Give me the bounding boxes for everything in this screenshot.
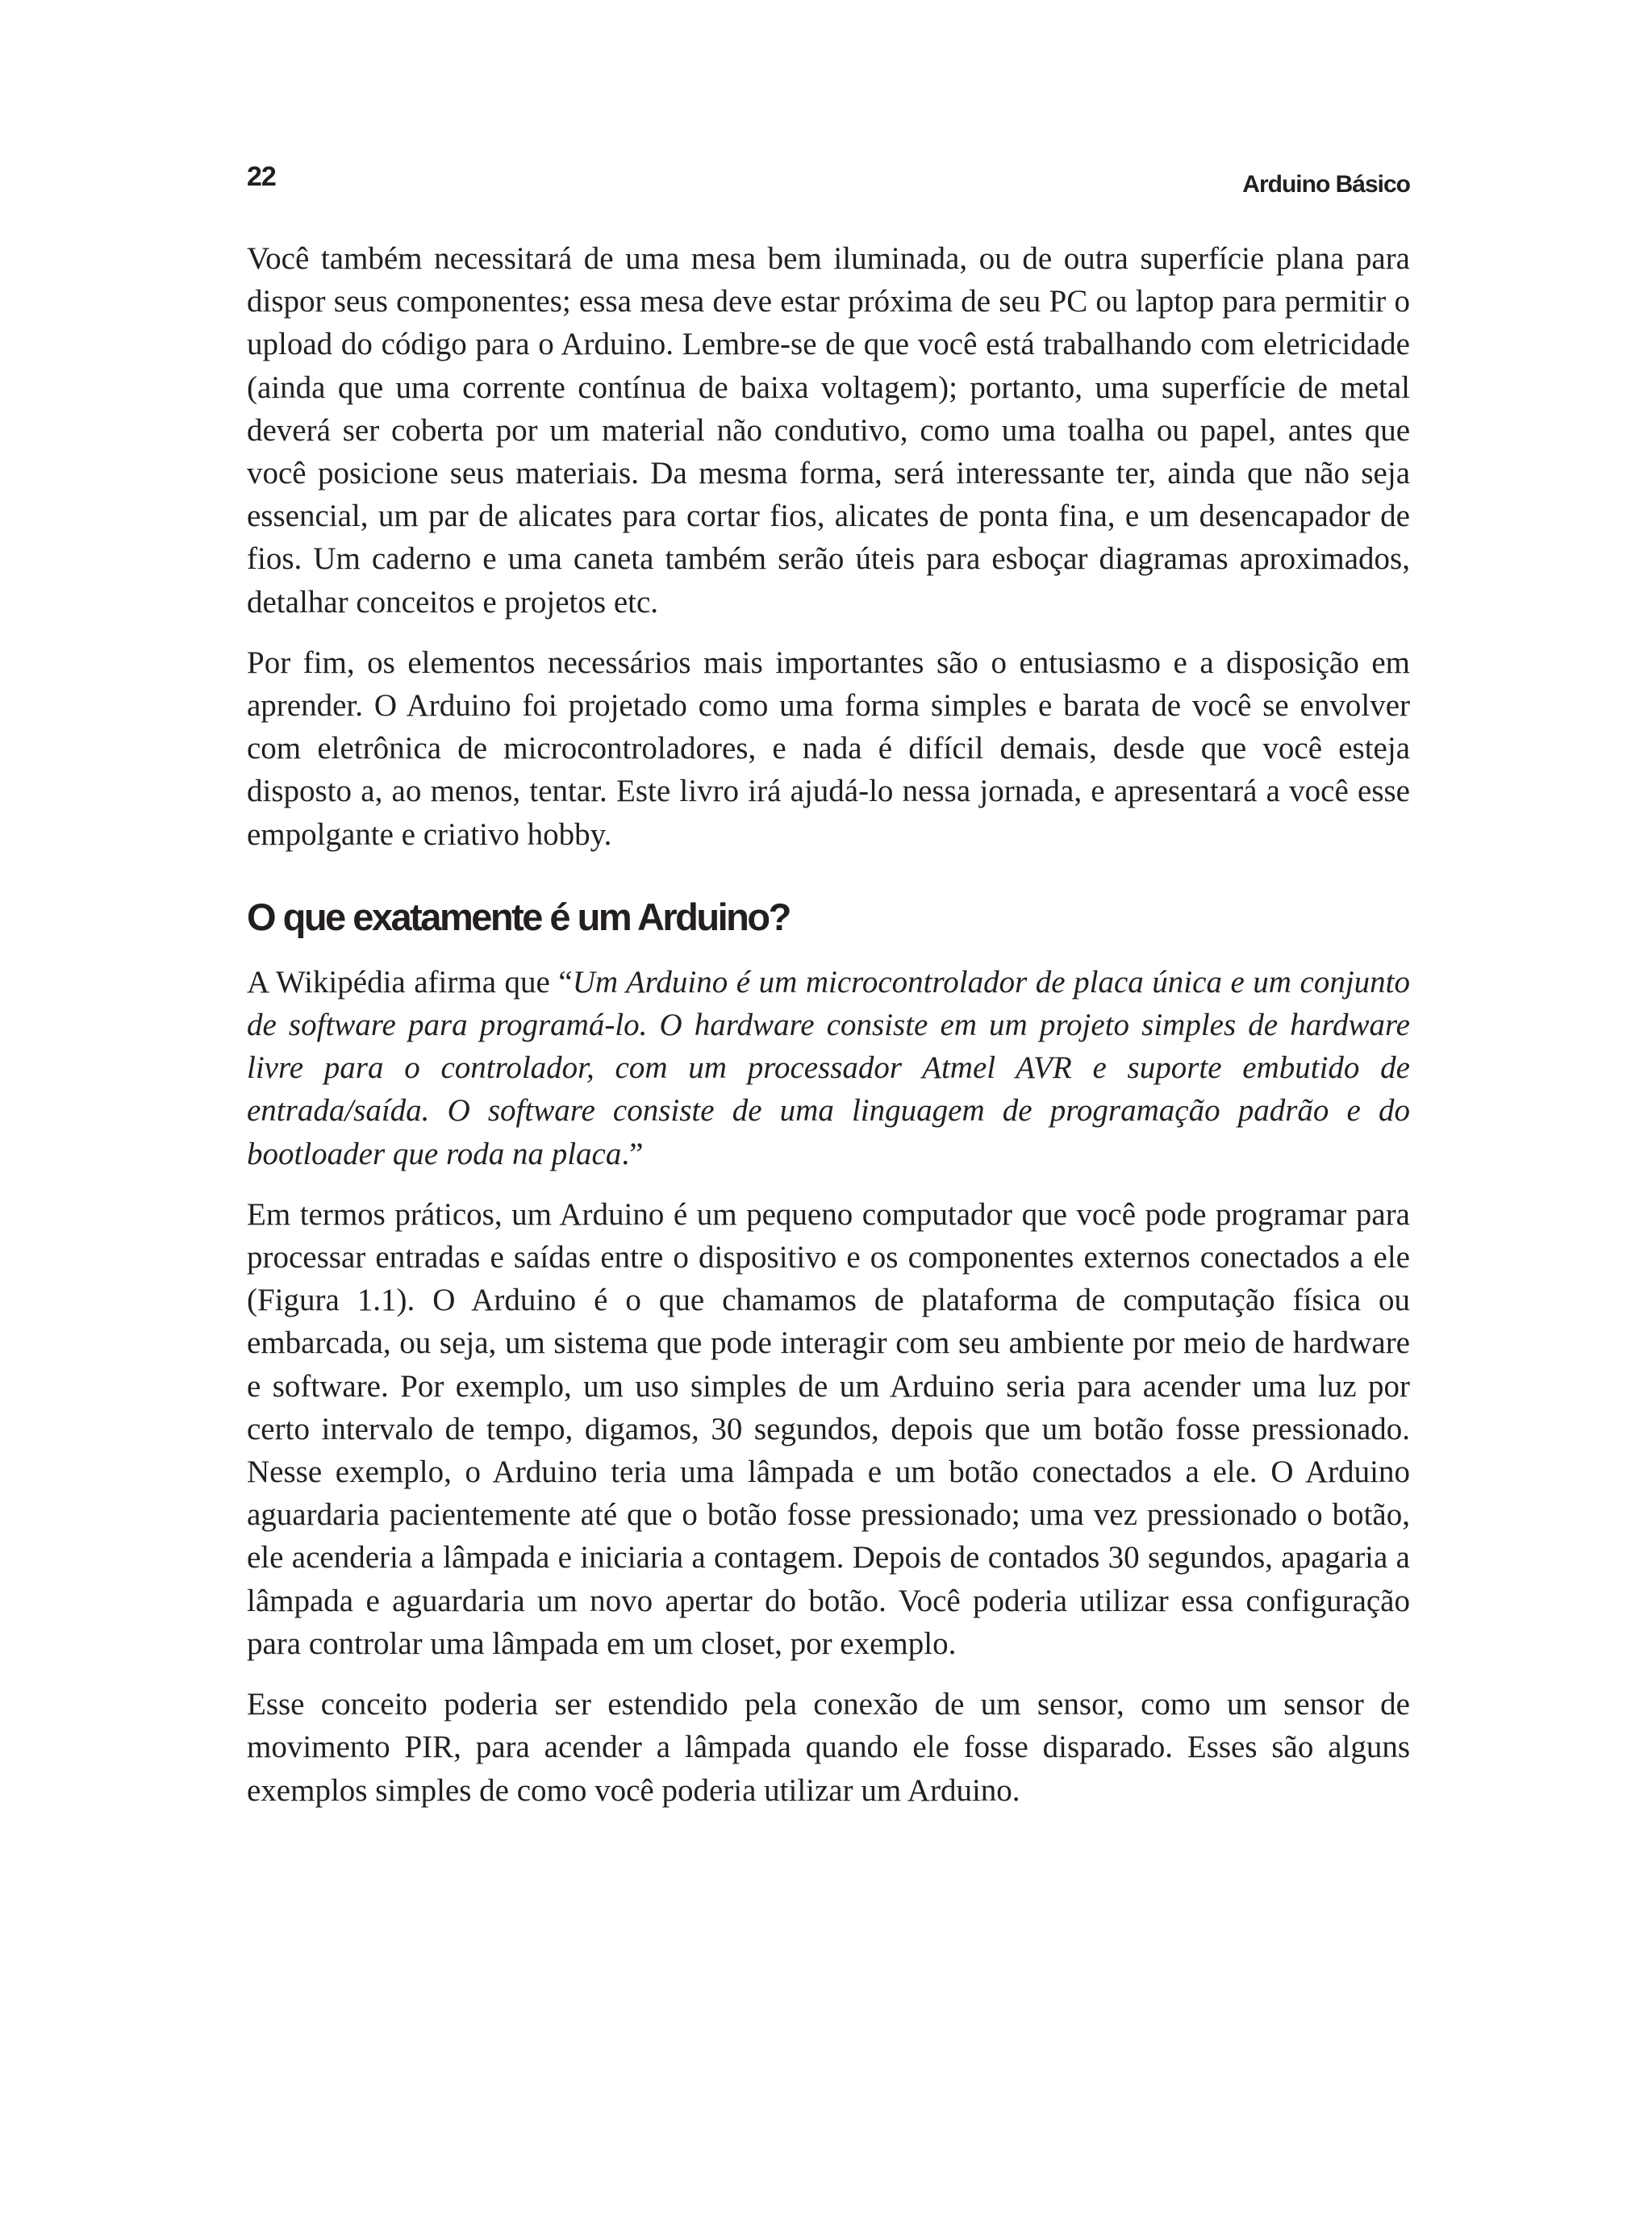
quote-close: .” — [621, 1136, 644, 1171]
page-number: 22 — [247, 161, 276, 192]
running-title: Arduino Básico — [1242, 171, 1410, 198]
paragraph-practical-terms: Em termos práticos, um Arduino é um pequeno computador que você pode programar para processar entradas e saídas entre o dispositivo e os componentes externos conectados a ele (Figura 1.1). O Arduino é o que chamamos de plataforma de computação física ou embarcada, ou seja, um sistema que pode interagir com seu ambiente por meio de hardware e software. Por exemplo, um uso simples de um Arduino seria para acender uma luz por certo intervalo de tempo, digamos, 30 segundos, depois que um botão fosse pressionado. Nesse exemplo, o Arduino teria uma lâmpada e um botão conectados a ele. O Arduino aguardaria pacientemente até que o botão fosse pressionado; uma vez pressionado o botão, ele acenderia a lâmpada e iniciaria a contagem. Depois de contados 30 segundos, apagaria a lâmpada e aguardaria um novo apertar do botão. Você poderia utilizar essa configuração para controlar uma lâmpada em um closet, por exemplo. — [247, 1196, 1410, 1661]
paragraph-workspace: Você também necessitará de uma mesa bem iluminada, ou de outra superfície plana para dispor seus componentes; essa mesa deve estar próxima de seu PC ou laptop para permitir o upload do código para o Arduino. Lembre-se de que você está trabalhando com eletricidade (ainda que uma corrente contínua de baixa voltagem); portanto, uma superfície de metal deverá ser coberta por um material não condutivo, como uma toalha ou papel, antes que você posicione seus materiais. Da mesma forma, será interessante ter, ainda que não seja essencial, um par de alicates para cortar fios, alicates de ponta fina, e um desencapador de fios. Um caderno e uma caneta também serão úteis para esboçar diagramas aproximados, detalhar conceitos e projetos etc. — [247, 241, 1410, 620]
running-head — [247, 161, 1410, 202]
paragraph-enthusiasm: Por fim, os elementos necessários mais importantes são o entusiasmo e a disposição em aprender. O Arduino foi projetado como uma forma simples e barata de você se envolver com eletrônica de microcontroladores, e nada é difícil demais, desde que você esteja disposto a, ao menos, tentar. Este livro irá ajudá-lo nessa jornada, e apresentará a você esse empolgante e criativo hobby. — [247, 645, 1410, 852]
paragraph-sensor-concept: Esse conceito poderia ser estendido pela conexão de um sensor, como um sensor de movimento PIR, para acender a lâmpada quando ele fosse disparado. Esses são alguns exemplos simples de como você poderia utilizar um Arduino. — [247, 1687, 1410, 1808]
section-heading: O que exatamente é um Arduino? — [247, 895, 790, 938]
quote-intro: A Wikipédia afirma que “ — [247, 964, 573, 1000]
paragraph-wikipedia-quote — [247, 961, 1410, 1175]
quote-text: Um Arduino é um microcontrolador de placa única e um conjunto de software para programá-lo. O hardware consiste em um projeto simples de hardware livre para o controlador, com um processador Atmel AVR e suporte embutido de entrada/saída. O software consiste de uma linguagem de programação padrão e do bootloader que roda na placa — [247, 964, 1410, 1171]
body-text — [247, 237, 1410, 1812]
